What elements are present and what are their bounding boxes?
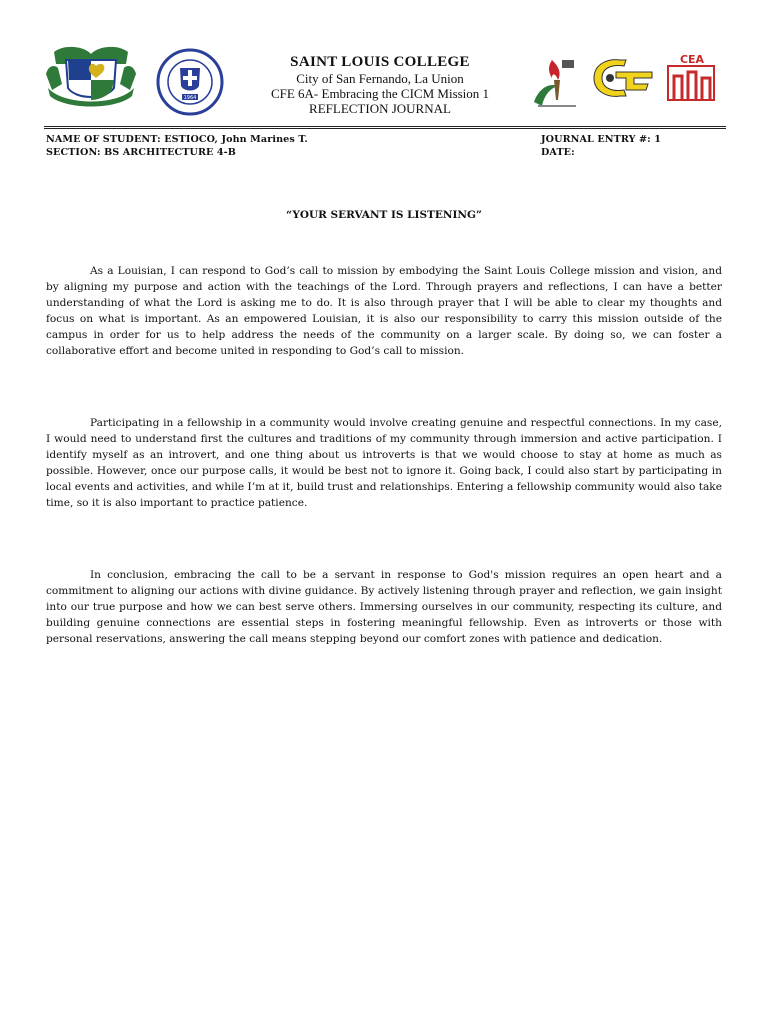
school-crest-logo: [44, 44, 138, 108]
document-type: REFLECTION JOURNAL: [309, 101, 451, 116]
engineering-gear-logo: [586, 54, 658, 102]
document-header: [230, 54, 530, 116]
body-paragraph-1: As a Louisian, I can respond to God’s call to mission by embodying the Saint Louis College mission and vision, and by aligning my purpose and action with the teachings of the Lord. Through prayers and reflections, I can have a better understanding of what the Lord is asking me to do. It is also through prayer that I will be able to clear my thoughts and focus on what is important. As an empowered Louisian, it is also our responsibility to carry this mission outside of the campus in order for us to help address the needs of the community on a larger scale. By doing so, we can foster a collaborative effort and become united in responding to God’s call to mission.: [46, 265, 722, 358]
body-paragraph-2: Participating in a fellowship in a community would involve creating genuine and respectful connections. In my case, I would need to understand first the cultures and traditions of my community through immersion and active participation. I identify myself as an introvert, and one thing about us introverts is that we would choose to stay at home as much as possible. However, once our purpose calls, it would be best not to ignore it. Going back, I could also start by participating in local events and activities, and while I’m at it, build trust and relationships. Entering a fellowship community would also take time, so it is also important to practice patience.: [46, 417, 722, 510]
header-divider-second: [44, 128, 726, 129]
body-paragraph-3: In conclusion, embracing the call to be a servant in response to God's mission requires an open heart and a commitment to aligning our actions with divine guidance. By actively listening through prayer and reflection, we gain insight into our true purpose and how we can best serve others. Immersing ourselves in our community, respecting its culture, and building genuine connections are essential steps in fostering meaningful fellowship. Even as introverts or those with personal reservations, answering the call means stepping beyond our comfort zones with patience and dedication.: [46, 569, 722, 646]
date-line: DATE:: [541, 147, 575, 158]
journal-entry-line: JOURNAL ENTRY #: 1: [541, 134, 662, 145]
reflection-title: “YOUR SERVANT IS LISTENING”: [286, 209, 482, 221]
student-name-line: NAME OF STUDENT: ESTIOCO, John Marines T.: [46, 134, 308, 145]
cea-logo-text: CEA: [679, 53, 705, 66]
cea-department-logo: [660, 50, 724, 104]
saint-louis-college-seal-logo: [152, 48, 228, 116]
college-city: City of San Fernando, La Union: [296, 71, 464, 86]
seal-year-text: 1964: [183, 95, 197, 101]
torch-emblem-logo: [528, 52, 584, 112]
college-name: SAINT LOUIS COLLEGE: [290, 54, 470, 70]
journal-info: [541, 133, 661, 159]
student-info: [46, 133, 308, 159]
course-title: CFE 6A- Embracing the CICM Mission 1: [270, 86, 490, 101]
header-divider: [44, 126, 726, 127]
student-section-line: SECTION: BS ARCHITECTURE 4-B: [46, 147, 236, 158]
